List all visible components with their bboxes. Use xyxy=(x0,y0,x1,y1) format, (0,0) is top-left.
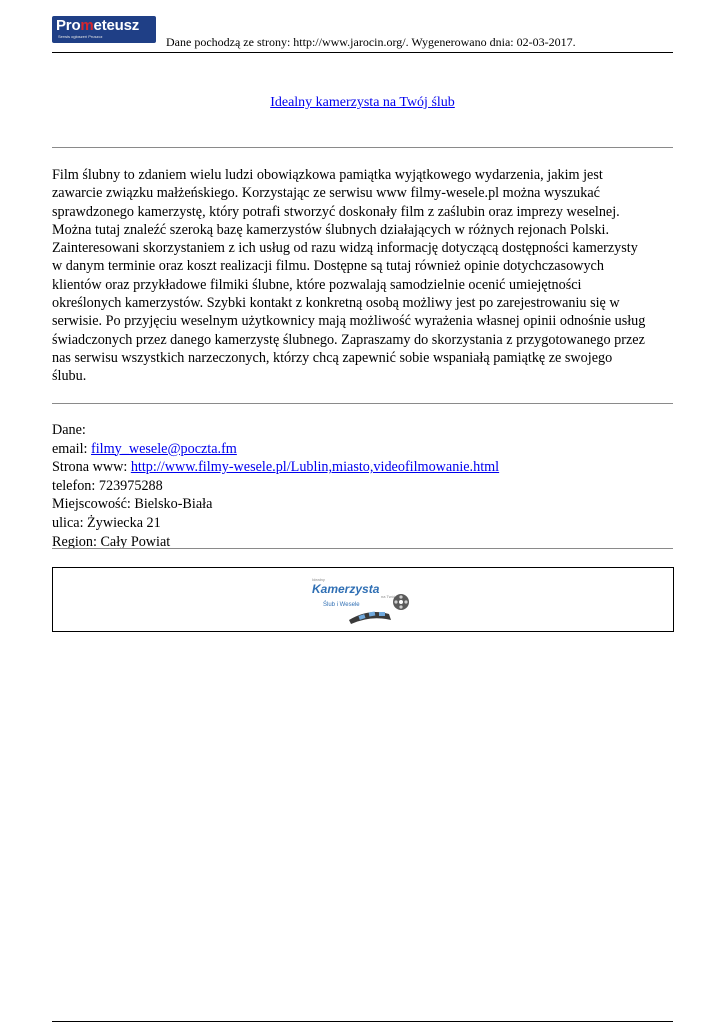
body-line: sprawdzonego kamerzystę, który potrafi stworzyć doskonały film z zaślubin oraz imprezy weselnej. xyxy=(52,203,620,220)
body-line: Można tutaj znaleźć szeroką bazę kamerzystów ślubnych działających w różnych rejonach Polski. xyxy=(52,221,610,238)
banner-box xyxy=(52,567,674,632)
website-link[interactable]: http://www.filmy-wesele.pl/Lublin,miasto,videofilmowanie.html xyxy=(130,459,500,476)
banner-line-2: Kamerzysta xyxy=(312,582,380,596)
article-body xyxy=(52,166,677,386)
website-row xyxy=(52,458,673,477)
website-label: Strona www: xyxy=(52,459,131,476)
kamerzysta-banner-image[interactable] xyxy=(309,574,417,624)
body-line: serwisie. Po przyjęciu weselnym użytkownicy mają możliwość wyrażenia własnej opinii odnośnie usług xyxy=(52,313,646,330)
film-reel-icon xyxy=(393,594,409,610)
header-divider xyxy=(52,52,673,53)
logo-wordmark: Prometeusz xyxy=(56,17,140,34)
body-line: klientów oraz przykładowe filmiki ślubne, które pozwalają samodzielnie ocenić umiejętności xyxy=(52,276,582,293)
email-label: email: xyxy=(52,440,92,457)
title-divider xyxy=(52,147,673,148)
body-divider xyxy=(52,403,673,404)
body-line: nas serwisu wszystkich narzeczonych, którzy chcą zapewnić sobie wspaniałą pamiątkę ze swojego xyxy=(52,349,613,366)
city-row: Miejscowość: Bielsko-Biała xyxy=(52,496,213,513)
banner-line-1: Idealny xyxy=(312,577,325,582)
street-row: ulica: Żywiecka 21 xyxy=(52,514,161,531)
banner-line-4: Ślub i Wesele xyxy=(323,602,360,608)
email-link[interactable]: filmy_wesele@poczta.fm xyxy=(91,440,237,457)
phone-row: telefon: 723975288 xyxy=(52,477,163,494)
details-divider xyxy=(52,548,673,549)
body-line: zawarcie związku małżeńskiego. Korzystając ze serwisu www filmy-wesele.pl można wyszukać xyxy=(52,185,600,202)
banner-line-3: na Twój xyxy=(381,594,395,599)
body-line: określonych kamerzystów. Szybki kontakt z konkretną osobą możliwy jest po zarejestrowaniu się w xyxy=(52,295,620,312)
film-strip-icon xyxy=(349,612,391,624)
prometeusz-logo xyxy=(52,16,156,43)
footer-divider xyxy=(52,1021,673,1022)
body-line: w danym terminie oraz koszt realizacji filmu. Dostępne są tutaj również opinie dotychczasowych xyxy=(52,258,604,275)
contact-details xyxy=(52,421,673,551)
logo-tagline: Serwis ogłoszeń Pruszcz xyxy=(58,34,103,39)
body-line: Zainteresowani skorzystaniem z ich usług od razu widzą informację dotyczącą dostępności kamerzysty xyxy=(52,240,638,257)
region-row: Region: Cały Powiat xyxy=(52,533,171,550)
email-row xyxy=(52,440,673,459)
article-title-link[interactable]: Idealny kamerzysta na Twój ślub xyxy=(270,95,455,110)
details-heading: Dane: xyxy=(52,422,86,438)
body-line: ślubu. xyxy=(52,368,87,385)
source-note: Dane pochodzą ze strony: http://www.jarocin.org/. Wygenerowano dnia: 02-03-2017. xyxy=(166,35,576,49)
body-line: Film ślubny to zdaniem wielu ludzi obowiązkowa pamiątka wyjątkowego wydarzenia, jakim jest xyxy=(52,167,603,183)
body-line: świadczonych przez danego kamerzystę ślubnego. Zapraszamy do skorzystania z przygotowanego przez xyxy=(52,331,645,348)
article-title[interactable] xyxy=(52,94,673,111)
